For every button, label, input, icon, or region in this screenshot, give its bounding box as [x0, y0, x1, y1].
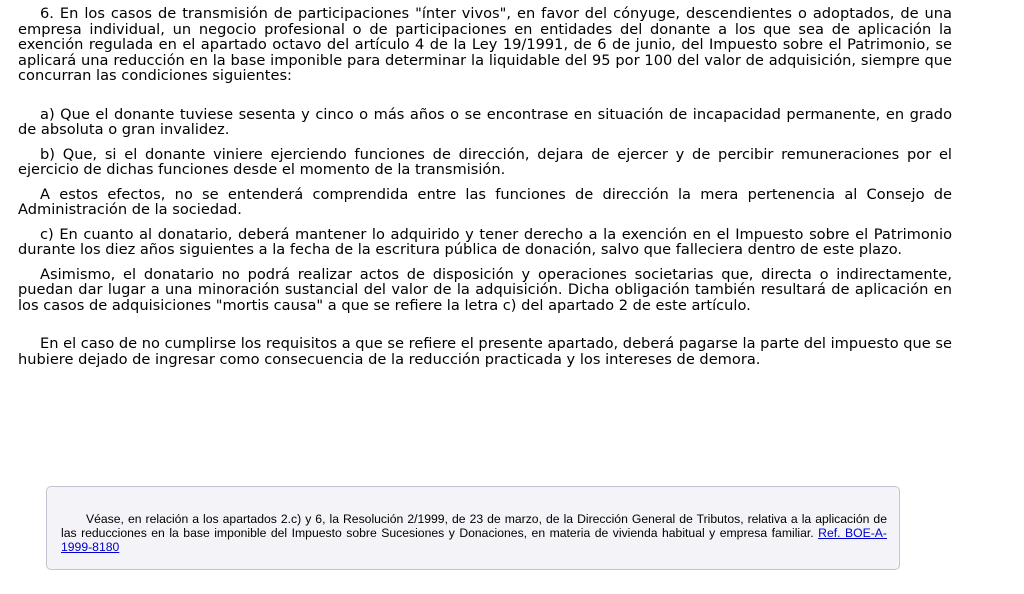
reference-note-box — [46, 486, 900, 570]
reference-note-text: Véase, en relación a los apartados 2.c) y 6, la Resolución 2/1999, de 23 de marzo, de la Dirección General de Tributos, relativa a la aplicación de las reducciones en la base imponible del Impuesto sobre Sucesiones y Donaciones, en materia de vivienda habitual y empresa familiar. — [61, 512, 887, 540]
article-body — [18, 6, 952, 367]
paragraph-condition-c: c) En cuanto al donatario, deberá mantener lo adquirido y tener derecho a la exención en el Impuesto sobre el Patrimonio durante los diez años siguientes a la fecha de la escritura pública de donación, salvo que falleciera dentro de este plazo. — [18, 225, 952, 258]
paragraph-condition-a: a) Que el donante tuviese sesenta y cinco o más años o se encontrase en situación de incapacidad permanente, en grado de absoluta o gran invalidez. — [18, 105, 952, 138]
paragraph-asimismo: Asimismo, el donatario no podrá realizar actos de disposición y operaciones societarias que, directa o indirectamente, puedan dar lugar a una minoración sustancial del valor de la adquisición. Dicha obligación también resultará de aplicación en los casos de adquisiciones "mortis causa" a que se refiere la letra c) del apartado 2 de este artículo. — [18, 265, 952, 314]
paragraph-intro: 6. En los casos de transmisión de participaciones "ínter vivos", en favor del cónyuge, descendientes o adoptados, de una empresa individual, un negocio profesional o de participaciones en entidades del donante a los que sea de aplicación la exención regulada en el apartado octavo del artículo 4 de la Ley 19/1991, de 6 de junio, del Impuesto sobre el Patrimonio, se aplicará una reducción en la base imponible para determinar la liquidable del 95 por 100 del valor de adquisición, siempre que concurran las condiciones siguientes: — [18, 5, 952, 84]
paragraph-final: En el caso de no cumplirse los requisitos a que se refiere el presente apartado, deberá pagarse la parte del impuesto que se hubiere dejado de ingresar como consecuencia de la reducción practicada y los intereses de demora. — [18, 335, 952, 368]
boe-reference-link[interactable]: Ref. BOE-A-1999-8180 — [61, 526, 887, 554]
reference-note — [61, 512, 887, 554]
paragraph-condition-b: b) Que, si el donante viniere ejerciendo funciones de dirección, dejara de ejercer y de percibir remuneraciones por el ejercicio de dichas funciones desde el momento de la transmisión. — [18, 145, 952, 178]
paragraph-efectos: A estos efectos, no se entenderá comprendida entre las funciones de dirección la mera pertenencia al Consejo de Administración de la sociedad. — [18, 185, 952, 218]
